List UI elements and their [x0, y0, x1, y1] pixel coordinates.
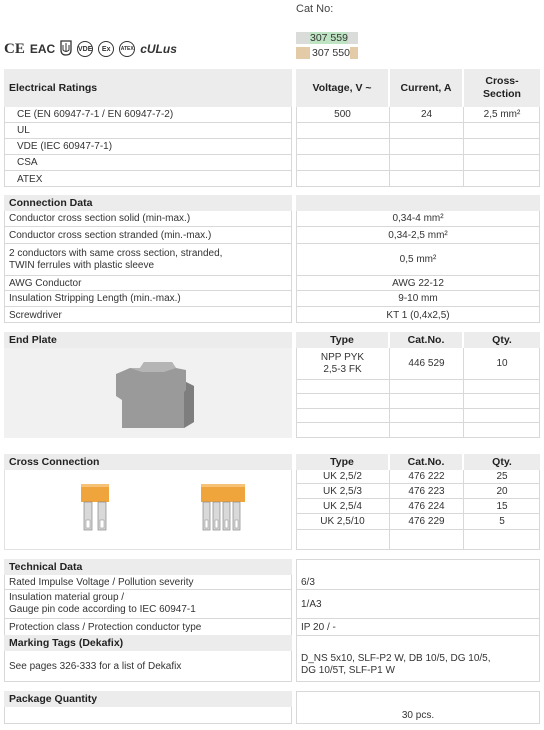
cross-connection-title: Cross Connection — [4, 454, 292, 470]
eac-mark-icon: EAC — [29, 42, 56, 56]
cross-connection-catno: 476 222 — [390, 470, 463, 484]
technical-label: Insulation material group / — [9, 592, 125, 603]
variant-cat-no: 307 559 — [310, 32, 348, 44]
cross-connection-catno: 476 224 — [390, 499, 463, 514]
technical-value: IP 20 / - — [301, 621, 336, 633]
technical-value: 1/A3 — [296, 590, 540, 619]
cross-connection-type: UK 2,5/3 — [296, 484, 389, 499]
variant-swatch-beige[interactable] — [296, 47, 358, 59]
marking-tags-value-continued: DG 10/5T, SLF-P1 W — [301, 665, 395, 676]
connection-value: 0,34-2,5 mm² — [296, 227, 540, 244]
cross-connection-qty: 25 — [464, 470, 540, 484]
technical-label: Rated Impulse Voltage / Pollution severity — [4, 575, 292, 590]
current-column-header: Current, A — [390, 69, 462, 107]
technical-value: 6/3 — [296, 575, 540, 590]
end-plate-catno-header: Cat.No. — [390, 332, 462, 348]
cross-connection-type: UK 2,5/4 — [296, 499, 389, 514]
cross-connection-qty-header: Qty. — [464, 454, 540, 470]
connection-value: KT 1 (0,4x2,5) — [386, 309, 450, 321]
electrical-ratings-title: Electrical Ratings — [4, 69, 292, 107]
cross-connection-type: UK 2,5/10 — [296, 514, 389, 530]
cat-no-title: Cat No: — [296, 3, 334, 15]
rating-label: CSA — [4, 155, 292, 171]
rating-label: UL — [4, 123, 292, 139]
end-plate-type-header: Type — [296, 332, 388, 348]
rating-label: ATEX — [17, 173, 43, 185]
marking-tags-value: D_NS 5x10, SLF-P2 W, DB 10/5, DG 10/5, — [301, 653, 491, 664]
marking-tags-label: See pages 326-333 for a list of Dekafix — [9, 661, 182, 672]
end-plate-catno: 446 529 — [390, 348, 463, 380]
connection-label: Insulation Stripping Length (min.-max.) — [4, 291, 292, 307]
cross-connection-catno: 476 223 — [390, 484, 463, 499]
ul-mark-icon: cULus — [140, 42, 177, 56]
package-quantity-value: 30 pcs. — [401, 710, 435, 721]
rating-label: VDE (IEC 60947-7-1) — [4, 139, 292, 155]
voltage-column-header: Voltage, V ~ — [296, 69, 388, 107]
connection-value: 0,5 mm² — [296, 244, 540, 276]
ukraine-mark-icon — [60, 40, 72, 59]
vde-mark-icon: VDE — [77, 41, 93, 57]
technical-label: Protection class / Protection conductor type — [9, 621, 202, 633]
end-plate-type-continued: 2,5-3 FK — [323, 363, 362, 375]
cross-connection-type-header: Type — [296, 454, 388, 470]
cross-connection-catno-header: Cat.No. — [390, 454, 462, 470]
connection-value: 9-10 mm — [296, 291, 540, 307]
package-quantity-title: Package Quantity — [4, 691, 292, 707]
certification-marks — [4, 38, 177, 60]
cross-connection-catno: 476 229 — [390, 514, 463, 530]
cross-connection-qty: 20 — [464, 484, 540, 499]
end-plate-type: NPP PYK — [320, 351, 365, 363]
variant-swatch-gray[interactable] — [296, 32, 358, 44]
connection-label: AWG Conductor — [4, 276, 292, 291]
cross-connection-type: UK 2,5/2 — [296, 470, 389, 484]
connection-value: 0,34-4 mm² — [296, 211, 540, 227]
end-plate-icon — [4, 348, 292, 438]
rating-current: 24 — [390, 107, 463, 123]
cross-connection-bridge-icon — [5, 470, 293, 550]
end-plate-title: End Plate — [4, 332, 292, 348]
atex-mark-icon: ATEX — [119, 41, 135, 57]
end-plate-qty: 10 — [464, 348, 540, 380]
rating-label: CE (EN 60947-7-1 / EN 60947-7-2) — [4, 107, 292, 123]
connection-label: Conductor cross section stranded (min.-max.) — [4, 227, 292, 244]
cross-connection-qty: 15 — [464, 499, 540, 514]
end-plate-qty-header: Qty. — [464, 332, 540, 348]
ex-mark-icon: Ex — [98, 41, 114, 57]
technical-data-title: Technical Data — [4, 559, 292, 575]
connection-data-title: Connection Data — [4, 195, 292, 211]
technical-label-continued: Gauge pin code according to IEC 60947-1 — [9, 604, 196, 615]
cross-section-column-header: Cross-Section — [464, 69, 540, 107]
connection-value: AWG 22-12 — [296, 276, 540, 291]
ce-mark-icon: CE — [4, 40, 25, 57]
rating-cross-section: 2,5 mm² — [464, 107, 540, 123]
end-plate-image — [4, 348, 292, 438]
connection-label-continued: TWIN ferrules with plastic sleeve — [9, 259, 155, 271]
marking-tags-title: Marking Tags (Dekafix) — [4, 635, 292, 651]
variant-cat-no: 307 550 — [312, 47, 350, 59]
rating-voltage: 500 — [296, 107, 389, 123]
cross-connection-image — [4, 470, 292, 550]
connection-label: 2 conductors with same cross section, stranded, — [9, 247, 223, 259]
cross-connection-qty: 5 — [464, 514, 540, 530]
connection-label: Screwdriver — [9, 309, 62, 321]
connection-label: Conductor cross section solid (min-max.) — [4, 211, 292, 227]
